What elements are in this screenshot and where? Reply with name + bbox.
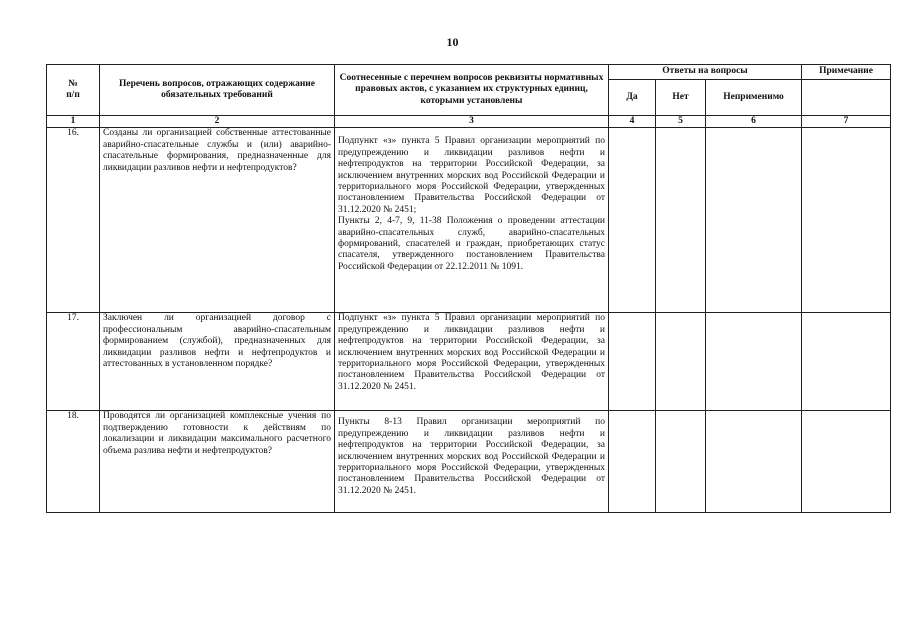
column-number: 2 [100,116,335,128]
answer-no-cell[interactable] [656,128,706,313]
column-number: 5 [656,116,706,128]
header-yes: Да [609,80,656,116]
answer-no-cell[interactable] [656,313,706,411]
requisites-text: Пункты 8-13 Правил организации мероприятий по предупреждению и ликвидации разливов нефти и нефтепродуктов на территории Российской Федерации, за исключением внутренних морских вод Российской Федерации и территориального моря Российской Федерации, утвержденных постановлением Правительства Российской Федерации от 31.12.2020 № 2451. [335,411,609,513]
answer-yes-cell[interactable] [609,128,656,313]
table-row [47,313,891,411]
answer-yes-cell[interactable] [609,313,656,411]
column-number: 6 [706,116,802,128]
answer-yes-cell[interactable] [609,411,656,513]
requisites-text: Подпункт «з» пункта 5 Правил организации мероприятий по предупреждению и ликвидации разливов нефти и нефтепродуктов на территории Российской Федерации, за исключением внутренних морских вод Российской Федерации и территориального моря Российской Федерации, утвержденных постановлением Правительства Российской Федерации от 31.12.2020 № 2451. [335,313,609,411]
header-note-blank [802,80,891,116]
note-cell[interactable] [802,411,891,513]
answer-na-cell[interactable] [706,313,802,411]
table-row [47,411,891,513]
row-number: 16. [47,128,100,313]
row-number: 18. [47,411,100,513]
question-text: Проводятся ли организацией комплексные учения по подтверждению готовности к действиям по локализации и ликвидации максимального расчетного объема разлива нефти и нефтепродуктов? [100,411,335,513]
header-note: Примечание [802,65,891,80]
note-cell[interactable] [802,128,891,313]
table-row [47,128,891,313]
header-questions: Перечень вопросов, отражающих содержание обязательных требований [100,65,335,116]
note-cell[interactable] [802,313,891,411]
question-text: Заключен ли организацией договор с профессиональным аварийно-спасательным формированием (службой), предназначенных для ликвидации разливов нефти и нефтепродуктов и аттестованных в установленном порядке? [100,313,335,411]
column-number: 3 [335,116,609,128]
row-number: 17. [47,313,100,411]
page-number: 10 [446,35,459,49]
answer-na-cell[interactable] [706,411,802,513]
column-number: 7 [802,116,891,128]
answer-no-cell[interactable] [656,411,706,513]
checklist-table [46,64,891,513]
header-no: Нет [656,80,706,116]
requisites-text: Подпункт «з» пункта 5 Правил организации мероприятий по предупреждению и ликвидации разливов нефти и нефтепродуктов на территории Российской Федерации, за исключением внутренних морских вод Российской Федерации и территориального моря Российской Федерации, утвержденных постановлением Правительства Российской Федерации от 31.12.2020 № 2451; Пункты 2, 4-7, 9, 11-38 Положения о проведении аттестации аварийно-спасательных служб, аварийно-спасательных формирований, спасателей и граждан, приобретающих статус спасателя, утвержденного постановлением Правительства Российской Федерации от 22.12.2011 № 1091. [335,128,609,313]
answer-na-cell[interactable] [706,128,802,313]
header-na: Неприменимо [706,80,802,116]
header-requisites: Соотнесенные с перечнем вопросов реквизиты нормативных правовых актов, с указанием их структурных единиц, которыми установлены [335,65,609,116]
column-number: 4 [609,116,656,128]
column-number: 1 [47,116,100,128]
question-text: Созданы ли организацией собственные аттестованные аварийно-спасательные службы и (или) аварийно-спасательные формирования, предназначенные для ликвидации разливов нефти и нефтепродуктов? [100,128,335,313]
header-num: № п/п [47,65,100,116]
header-answers: Ответы на вопросы [609,65,802,80]
